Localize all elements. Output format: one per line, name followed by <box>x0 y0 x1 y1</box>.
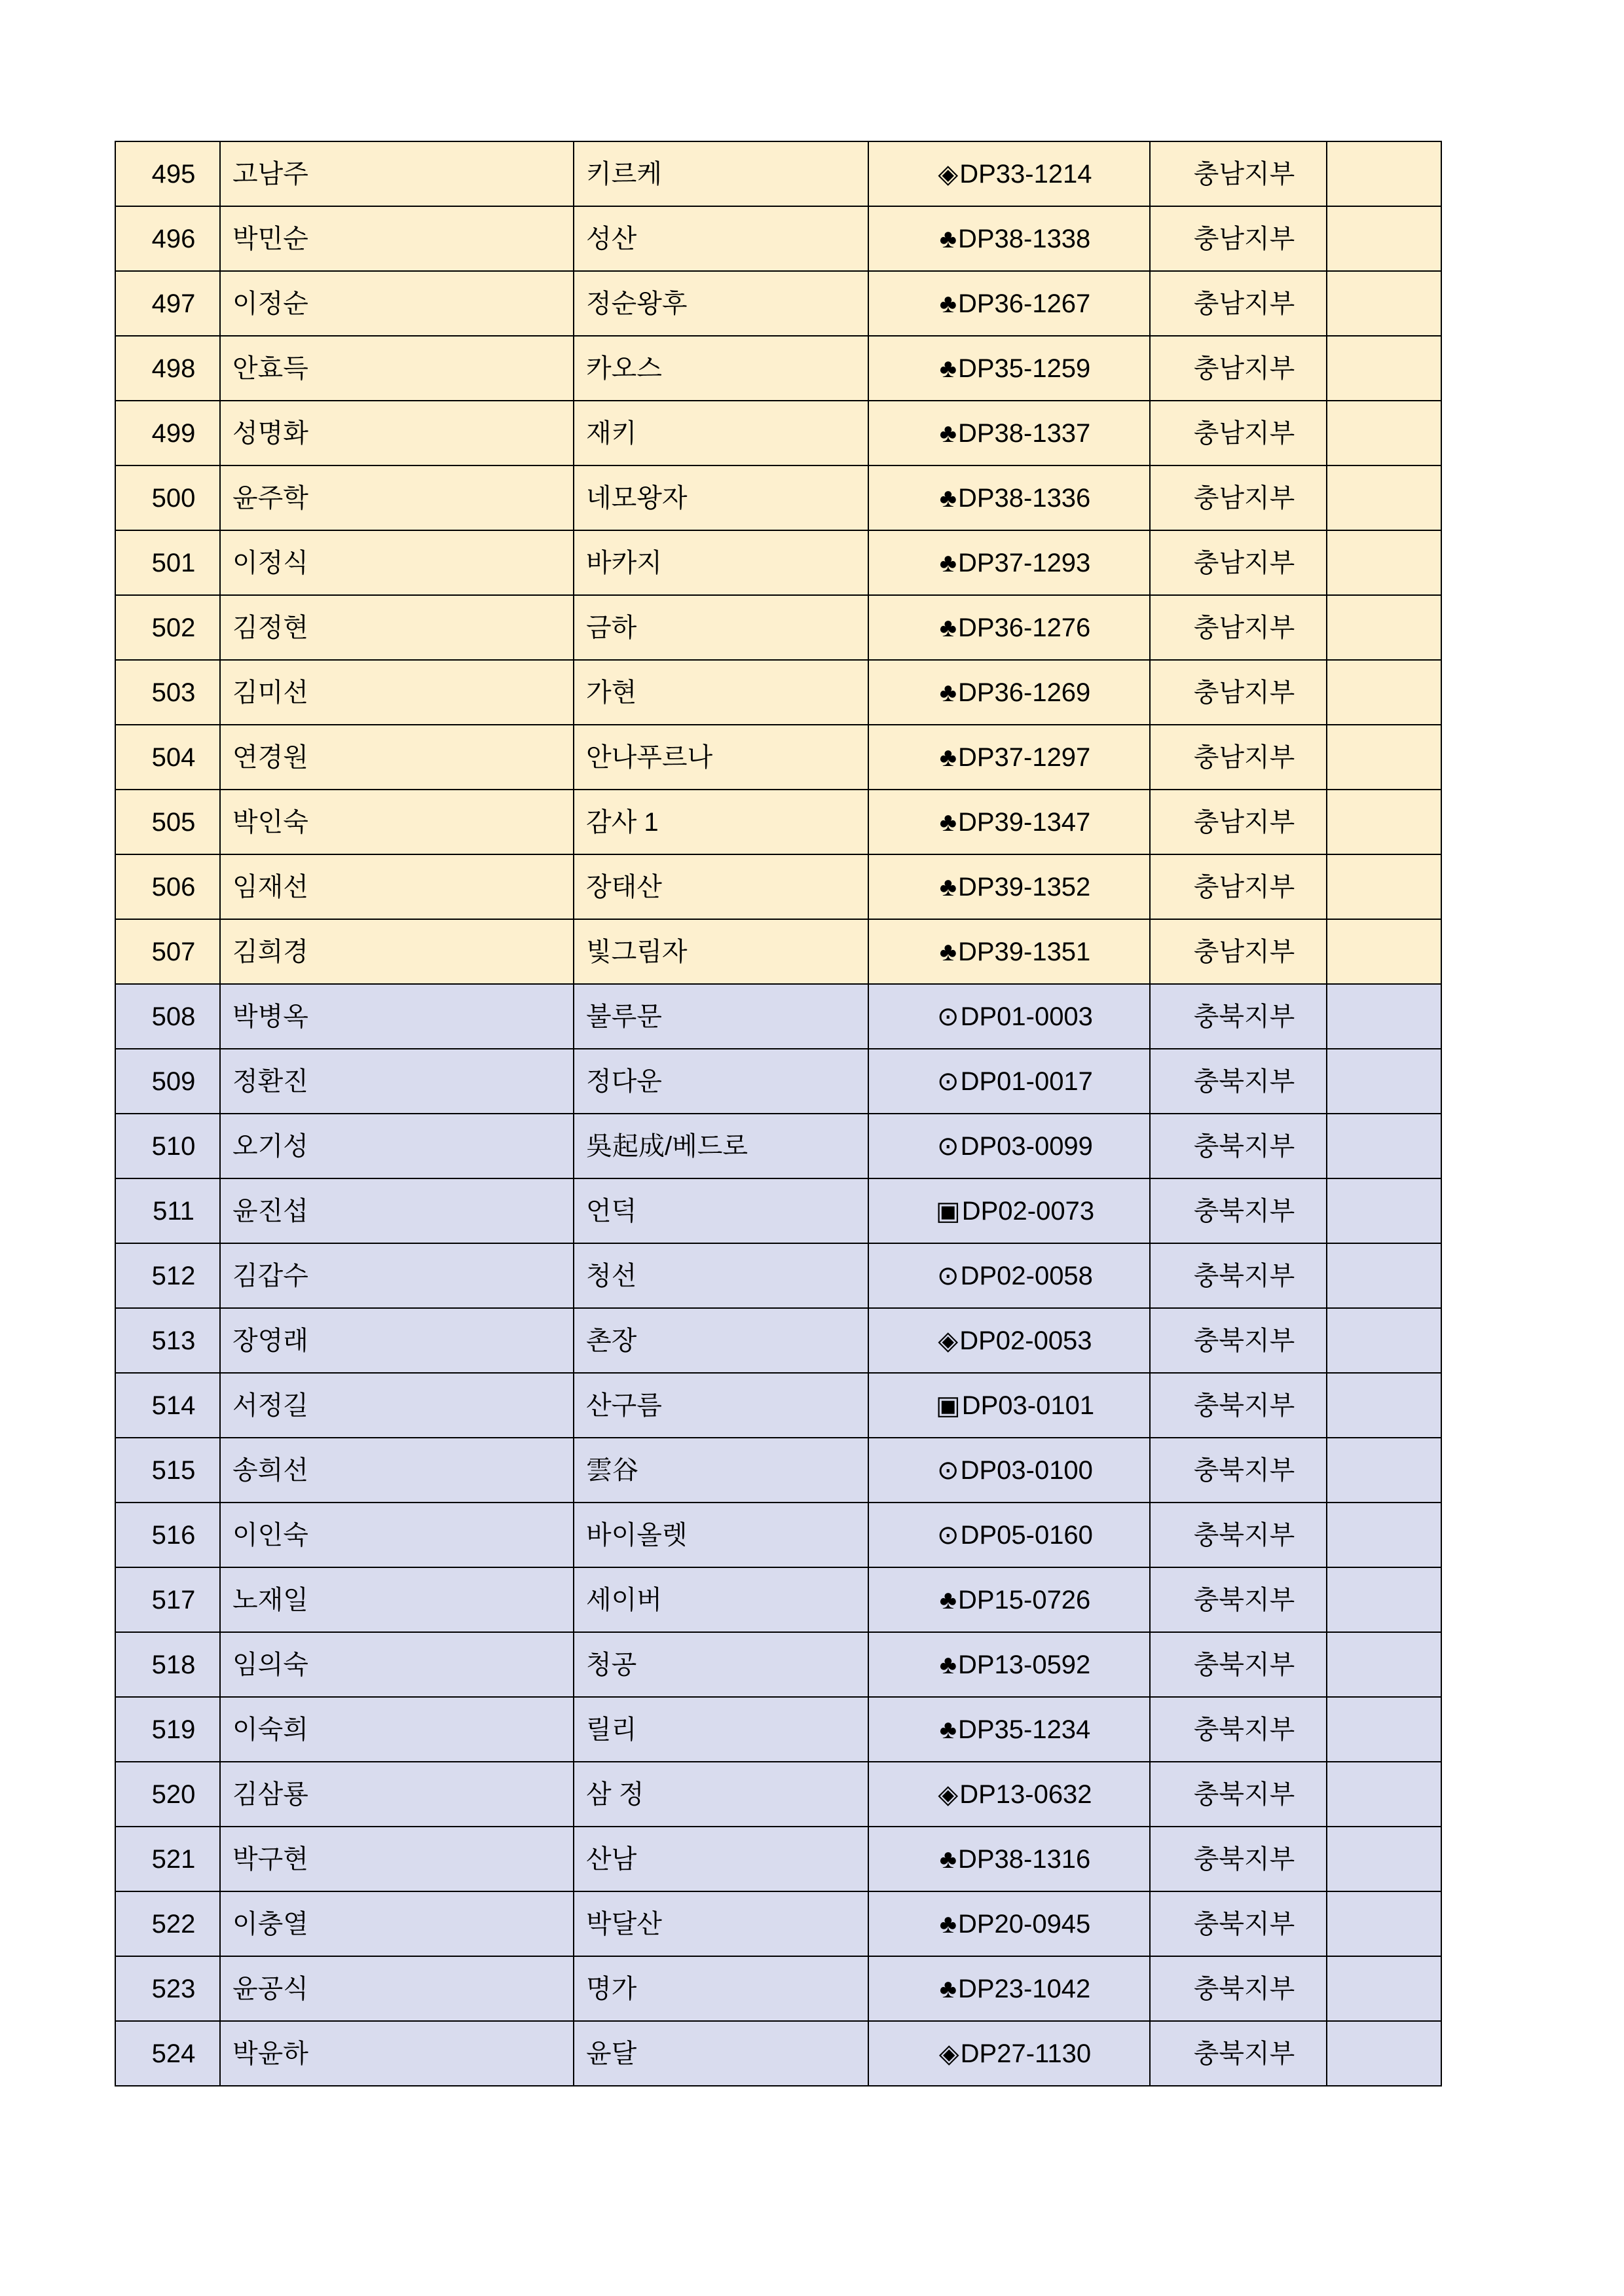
member-code: DP03-0100 <box>960 1455 1093 1485</box>
notes-cell <box>1327 465 1441 530</box>
roster-table <box>115 141 1442 2086</box>
notes-cell <box>1327 271 1441 336</box>
member-code: DP35-1259 <box>957 354 1091 383</box>
rank-symbol-icon: ◈ <box>938 159 959 189</box>
member-alias: 빛그림자 <box>574 919 868 984</box>
table-row <box>115 401 1441 465</box>
rank-symbol-icon: ♣ <box>939 613 957 642</box>
branch-name: 충남지부 <box>1150 919 1327 984</box>
notes-cell <box>1327 1114 1441 1178</box>
member-alias: 촌장 <box>574 1308 868 1373</box>
row-number: 521 <box>115 1827 220 1891</box>
member-code-cell <box>868 660 1150 725</box>
member-name: 서정길 <box>220 1373 574 1438</box>
member-name: 오기성 <box>220 1114 574 1178</box>
notes-cell <box>1327 1891 1441 1956</box>
notes-cell <box>1327 1438 1441 1503</box>
table-row <box>115 1762 1441 1827</box>
row-number: 515 <box>115 1438 220 1503</box>
member-code-cell <box>868 1697 1150 1762</box>
rank-symbol-icon: ⊙ <box>937 1002 959 1031</box>
row-number: 522 <box>115 1891 220 1956</box>
notes-cell <box>1327 1178 1441 1243</box>
notes-cell <box>1327 401 1441 465</box>
table-row <box>115 595 1441 660</box>
notes-cell <box>1327 1503 1441 1567</box>
member-alias: 산구름 <box>574 1373 868 1438</box>
member-name: 이정순 <box>220 271 574 336</box>
member-code-cell <box>868 854 1150 919</box>
member-alias: 감사 1 <box>574 790 868 854</box>
branch-name: 충남지부 <box>1150 465 1327 530</box>
row-number: 502 <box>115 595 220 660</box>
branch-name: 충북지부 <box>1150 1308 1327 1373</box>
member-code-cell <box>868 1632 1150 1697</box>
member-code: DP02-0058 <box>960 1261 1093 1290</box>
notes-cell <box>1327 141 1441 206</box>
table-row <box>115 1308 1441 1373</box>
rank-symbol-icon: ♣ <box>939 354 957 383</box>
row-number: 496 <box>115 206 220 271</box>
member-name: 이숙희 <box>220 1697 574 1762</box>
branch-name: 충남지부 <box>1150 725 1327 790</box>
member-name: 정환진 <box>220 1049 574 1114</box>
member-alias: 재키 <box>574 401 868 465</box>
rank-symbol-icon: ♣ <box>939 1650 957 1679</box>
notes-cell <box>1327 1827 1441 1891</box>
member-alias: 불루문 <box>574 984 868 1049</box>
branch-name: 충북지부 <box>1150 1567 1327 1632</box>
branch-name: 충남지부 <box>1150 854 1327 919</box>
member-alias: 청공 <box>574 1632 868 1697</box>
member-name: 성명화 <box>220 401 574 465</box>
member-name: 박구현 <box>220 1827 574 1891</box>
member-name: 임의숙 <box>220 1632 574 1697</box>
table-row <box>115 1956 1441 2021</box>
notes-cell <box>1327 336 1441 401</box>
member-code: DP05-0160 <box>960 1520 1093 1550</box>
member-code-cell <box>868 206 1150 271</box>
member-name: 김정현 <box>220 595 574 660</box>
row-number: 507 <box>115 919 220 984</box>
member-name: 윤주학 <box>220 465 574 530</box>
member-alias: 성산 <box>574 206 868 271</box>
member-name: 김갑수 <box>220 1243 574 1308</box>
notes-cell <box>1327 1049 1441 1114</box>
member-alias: 세이버 <box>574 1567 868 1632</box>
notes-cell <box>1327 2021 1441 2086</box>
branch-name: 충남지부 <box>1150 206 1327 271</box>
rank-symbol-icon: ♣ <box>939 807 957 837</box>
member-code-cell <box>868 1114 1150 1178</box>
table-row <box>115 1178 1441 1243</box>
branch-name: 충북지부 <box>1150 1438 1327 1503</box>
table-row <box>115 984 1441 1049</box>
member-code: DP13-0632 <box>959 1779 1092 1809</box>
notes-cell <box>1327 1567 1441 1632</box>
rank-symbol-icon: ♣ <box>939 1909 957 1939</box>
branch-name: 충남지부 <box>1150 336 1327 401</box>
branch-name: 충북지부 <box>1150 2021 1327 2086</box>
member-code: DP39-1352 <box>957 872 1091 902</box>
member-code-cell <box>868 1373 1150 1438</box>
member-code: DP37-1293 <box>957 548 1091 577</box>
notes-cell <box>1327 1373 1441 1438</box>
member-code: DP01-0003 <box>960 1002 1093 1031</box>
notes-cell <box>1327 1243 1441 1308</box>
table-row <box>115 854 1441 919</box>
member-alias: 바카지 <box>574 530 868 595</box>
member-name: 박민순 <box>220 206 574 271</box>
member-code: DP36-1269 <box>957 678 1091 707</box>
rank-symbol-icon: ▣ <box>935 1391 961 1420</box>
row-number: 517 <box>115 1567 220 1632</box>
rank-symbol-icon: ◈ <box>938 1326 959 1355</box>
member-name: 김삼룡 <box>220 1762 574 1827</box>
row-number: 513 <box>115 1308 220 1373</box>
member-code-cell <box>868 1891 1150 1956</box>
member-name: 안효득 <box>220 336 574 401</box>
branch-name: 충북지부 <box>1150 1632 1327 1697</box>
branch-name: 충북지부 <box>1150 1114 1327 1178</box>
notes-cell <box>1327 1632 1441 1697</box>
row-number: 509 <box>115 1049 220 1114</box>
member-code-cell <box>868 1243 1150 1308</box>
row-number: 500 <box>115 465 220 530</box>
table-row <box>115 660 1441 725</box>
notes-cell <box>1327 1956 1441 2021</box>
member-name: 노재일 <box>220 1567 574 1632</box>
member-alias: 장태산 <box>574 854 868 919</box>
rank-symbol-icon: ♣ <box>939 937 957 966</box>
member-name: 고남주 <box>220 141 574 206</box>
member-alias: 정다운 <box>574 1049 868 1114</box>
member-alias: 삼 정 <box>574 1762 868 1827</box>
member-name: 이충열 <box>220 1891 574 1956</box>
branch-name: 충남지부 <box>1150 595 1327 660</box>
member-alias: 윤달 <box>574 2021 868 2086</box>
table-row <box>115 1697 1441 1762</box>
member-name: 이인숙 <box>220 1503 574 1567</box>
notes-cell <box>1327 1697 1441 1762</box>
row-number: 510 <box>115 1114 220 1178</box>
member-code-cell <box>868 1827 1150 1891</box>
member-code: DP01-0017 <box>960 1066 1093 1096</box>
branch-name: 충북지부 <box>1150 1049 1327 1114</box>
member-alias: 吳起成/베드로 <box>574 1114 868 1178</box>
member-code-cell <box>868 1503 1150 1567</box>
branch-name: 충북지부 <box>1150 1956 1327 2021</box>
member-code-cell <box>868 725 1150 790</box>
rank-symbol-icon: ⊙ <box>937 1131 959 1161</box>
member-code: DP02-0073 <box>961 1196 1095 1226</box>
rank-symbol-icon: ♣ <box>939 1844 957 1874</box>
member-alias: 바이올렛 <box>574 1503 868 1567</box>
branch-name: 충남지부 <box>1150 530 1327 595</box>
row-number: 505 <box>115 790 220 854</box>
table-row <box>115 1503 1441 1567</box>
table-row <box>115 725 1441 790</box>
table-row <box>115 1373 1441 1438</box>
member-name: 김희경 <box>220 919 574 984</box>
row-number: 503 <box>115 660 220 725</box>
branch-name: 충남지부 <box>1150 141 1327 206</box>
member-alias: 네모왕자 <box>574 465 868 530</box>
table-row <box>115 1438 1441 1503</box>
branch-name: 충북지부 <box>1150 1827 1327 1891</box>
member-name: 연경원 <box>220 725 574 790</box>
branch-name: 충북지부 <box>1150 1243 1327 1308</box>
table-row <box>115 1114 1441 1178</box>
notes-cell <box>1327 530 1441 595</box>
rank-symbol-icon: ♣ <box>939 289 957 318</box>
member-code-cell <box>868 336 1150 401</box>
member-code-cell <box>868 1438 1150 1503</box>
member-code: DP39-1347 <box>957 807 1091 837</box>
member-name: 송희선 <box>220 1438 574 1503</box>
notes-cell <box>1327 919 1441 984</box>
rank-symbol-icon: ♣ <box>939 1715 957 1744</box>
table-row <box>115 1049 1441 1114</box>
member-alias: 키르케 <box>574 141 868 206</box>
notes-cell <box>1327 595 1441 660</box>
member-code: DP02-0053 <box>959 1326 1092 1355</box>
member-code: DP39-1351 <box>957 937 1091 966</box>
notes-cell <box>1327 1308 1441 1373</box>
member-code: DP36-1276 <box>957 613 1091 642</box>
member-name: 윤진섭 <box>220 1178 574 1243</box>
member-code-cell <box>868 530 1150 595</box>
branch-name: 충북지부 <box>1150 1891 1327 1956</box>
member-name: 박인숙 <box>220 790 574 854</box>
rank-symbol-icon: ♣ <box>939 742 957 772</box>
member-code-cell <box>868 401 1150 465</box>
rank-symbol-icon: ♣ <box>939 548 957 577</box>
member-name: 이정식 <box>220 530 574 595</box>
row-number: 520 <box>115 1762 220 1827</box>
table-row <box>115 919 1441 984</box>
member-name: 장영래 <box>220 1308 574 1373</box>
row-number: 519 <box>115 1697 220 1762</box>
row-number: 524 <box>115 2021 220 2086</box>
rank-symbol-icon: ♣ <box>939 678 957 707</box>
table-row <box>115 790 1441 854</box>
table-row <box>115 1243 1441 1308</box>
member-code-cell <box>868 1567 1150 1632</box>
row-number: 504 <box>115 725 220 790</box>
member-code: DP33-1214 <box>959 159 1092 189</box>
rank-symbol-icon: ▣ <box>935 1196 961 1226</box>
notes-cell <box>1327 725 1441 790</box>
row-number: 499 <box>115 401 220 465</box>
member-alias: 산남 <box>574 1827 868 1891</box>
member-code-cell <box>868 465 1150 530</box>
table-row <box>115 530 1441 595</box>
member-alias: 명가 <box>574 1956 868 2021</box>
member-code: DP38-1337 <box>957 418 1091 448</box>
rank-symbol-icon: ⊙ <box>937 1066 959 1096</box>
branch-name: 충북지부 <box>1150 1178 1327 1243</box>
member-alias: 가현 <box>574 660 868 725</box>
notes-cell <box>1327 660 1441 725</box>
member-alias: 릴리 <box>574 1697 868 1762</box>
member-code: DP38-1316 <box>957 1844 1091 1874</box>
table-row <box>115 141 1441 206</box>
row-number: 518 <box>115 1632 220 1697</box>
member-name: 박윤하 <box>220 2021 574 2086</box>
member-code: DP27-1130 <box>960 2039 1092 2068</box>
notes-cell <box>1327 984 1441 1049</box>
rank-symbol-icon: ♣ <box>939 872 957 902</box>
member-code: DP23-1042 <box>957 1974 1091 2003</box>
row-number: 508 <box>115 984 220 1049</box>
table-row <box>115 465 1441 530</box>
member-alias: 정순왕후 <box>574 271 868 336</box>
row-number: 497 <box>115 271 220 336</box>
rank-symbol-icon: ⊙ <box>937 1455 959 1485</box>
notes-cell <box>1327 206 1441 271</box>
member-code-cell <box>868 1762 1150 1827</box>
member-code: DP38-1336 <box>957 483 1091 513</box>
row-number: 495 <box>115 141 220 206</box>
rank-symbol-icon: ♣ <box>939 1585 957 1614</box>
table-row <box>115 1632 1441 1697</box>
notes-cell <box>1327 790 1441 854</box>
member-code-cell <box>868 1308 1150 1373</box>
table-row <box>115 271 1441 336</box>
member-code-cell <box>868 1178 1150 1243</box>
member-alias: 금하 <box>574 595 868 660</box>
member-code: DP20-0945 <box>957 1909 1091 1939</box>
notes-cell <box>1327 1762 1441 1827</box>
rank-symbol-icon: ⊙ <box>937 1261 959 1290</box>
member-code-cell <box>868 1049 1150 1114</box>
row-number: 511 <box>115 1178 220 1243</box>
member-name: 임재선 <box>220 854 574 919</box>
branch-name: 충북지부 <box>1150 984 1327 1049</box>
row-number: 501 <box>115 530 220 595</box>
member-code: DP03-0099 <box>960 1131 1093 1161</box>
member-code-cell <box>868 271 1150 336</box>
table-row <box>115 1827 1441 1891</box>
member-alias: 청선 <box>574 1243 868 1308</box>
member-code: DP37-1297 <box>957 742 1091 772</box>
row-number: 506 <box>115 854 220 919</box>
member-name: 박병옥 <box>220 984 574 1049</box>
table-row <box>115 1891 1441 1956</box>
notes-cell <box>1327 854 1441 919</box>
member-code: DP13-0592 <box>957 1650 1091 1679</box>
rank-symbol-icon: ♣ <box>939 418 957 448</box>
member-code-cell <box>868 919 1150 984</box>
member-code-cell <box>868 1956 1150 2021</box>
row-number: 512 <box>115 1243 220 1308</box>
branch-name: 충북지부 <box>1150 1373 1327 1438</box>
member-code: DP35-1234 <box>957 1715 1091 1744</box>
table-row <box>115 336 1441 401</box>
member-code: DP38-1338 <box>957 224 1091 253</box>
branch-name: 충남지부 <box>1150 660 1327 725</box>
rank-symbol-icon: ♣ <box>939 1974 957 2003</box>
member-alias: 안나푸르나 <box>574 725 868 790</box>
member-code-cell <box>868 790 1150 854</box>
table-row <box>115 1567 1441 1632</box>
table-row <box>115 2021 1441 2086</box>
row-number: 523 <box>115 1956 220 2021</box>
member-alias: 雲谷 <box>574 1438 868 1503</box>
member-alias: 박달산 <box>574 1891 868 1956</box>
member-code-cell <box>868 2021 1150 2086</box>
branch-name: 충남지부 <box>1150 790 1327 854</box>
branch-name: 충북지부 <box>1150 1697 1327 1762</box>
member-code: DP15-0726 <box>957 1585 1091 1614</box>
rank-symbol-icon: ⊙ <box>937 1520 959 1550</box>
member-alias: 언덕 <box>574 1178 868 1243</box>
row-number: 514 <box>115 1373 220 1438</box>
table-row <box>115 206 1441 271</box>
member-code-cell <box>868 141 1150 206</box>
roster-table-body <box>115 141 1441 2086</box>
member-name: 김미선 <box>220 660 574 725</box>
member-name: 윤공식 <box>220 1956 574 2021</box>
member-code: DP36-1267 <box>957 289 1091 318</box>
member-alias: 카오스 <box>574 336 868 401</box>
rank-symbol-icon: ♣ <box>939 224 957 253</box>
row-number: 498 <box>115 336 220 401</box>
rank-symbol-icon: ♣ <box>939 483 957 513</box>
branch-name: 충북지부 <box>1150 1762 1327 1827</box>
member-code-cell <box>868 595 1150 660</box>
branch-name: 충남지부 <box>1150 271 1327 336</box>
row-number: 516 <box>115 1503 220 1567</box>
rank-symbol-icon: ◈ <box>938 2039 959 2068</box>
rank-symbol-icon: ◈ <box>938 1779 959 1809</box>
member-code-cell <box>868 984 1150 1049</box>
branch-name: 충북지부 <box>1150 1503 1327 1567</box>
member-code: DP03-0101 <box>961 1391 1095 1420</box>
branch-name: 충남지부 <box>1150 401 1327 465</box>
